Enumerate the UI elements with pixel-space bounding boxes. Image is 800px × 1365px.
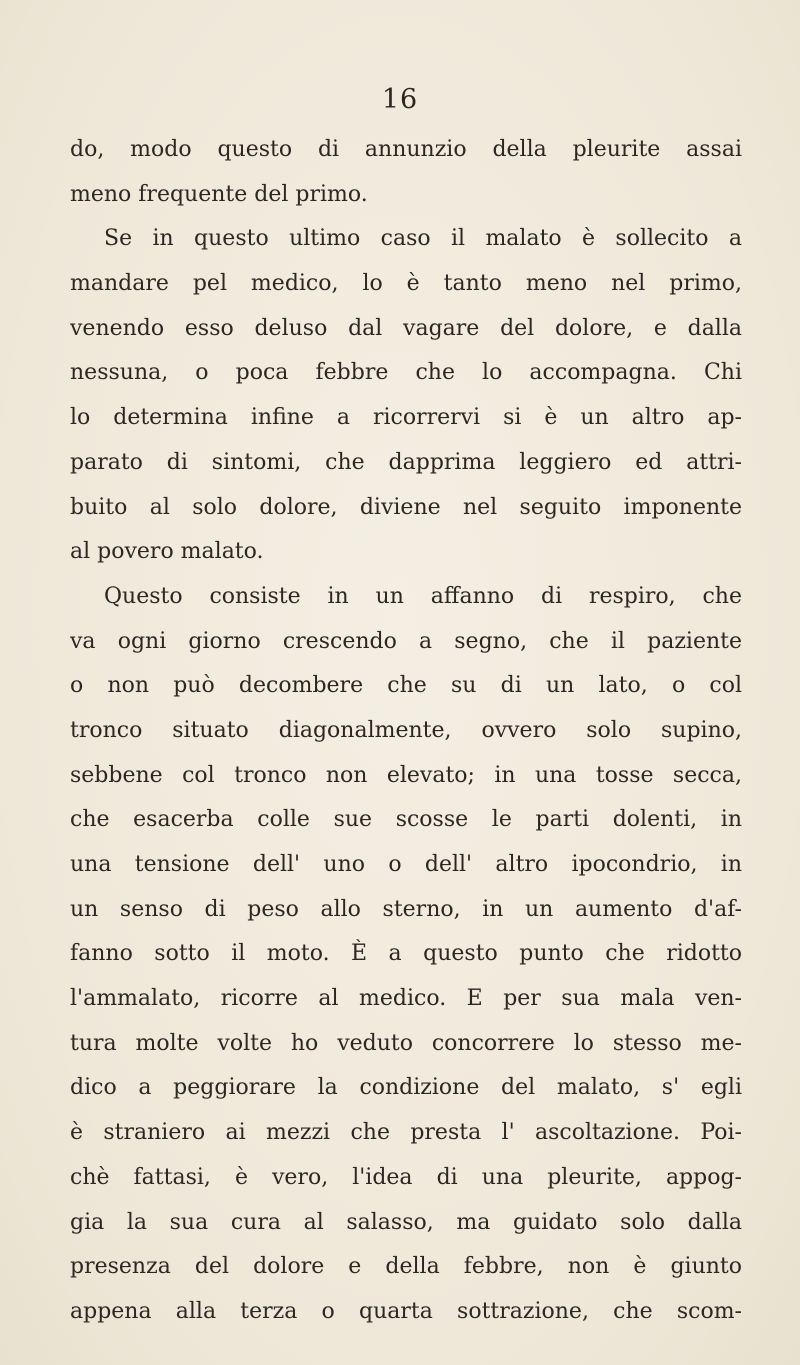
text-line: chè fattasi, è vero, l'idea di una pleurite, appog-: [70, 1164, 742, 1190]
text-line: Se in questo ultimo caso il malato è sollecito a: [104, 226, 742, 252]
text-line: nessuna, o poca febbre che lo accompagna. Chi: [70, 360, 742, 386]
text-line: tronco situato diagonalmente, ovvero solo supino,: [70, 717, 742, 743]
text-line: presenza del dolore e della febbre, non è giunto: [70, 1254, 742, 1280]
text-line: mandare pel medico, lo è tanto meno nel primo,: [70, 271, 742, 297]
text-line: venendo esso deluso dal vagare del dolore, e dalla: [70, 315, 742, 341]
text-line: che esacerba colle sue scosse le parti dolenti, in: [70, 807, 742, 833]
text-line: l'ammalato, ricorre al medico. E per sua mala ven-: [70, 986, 742, 1012]
text-line: lo determina infine a ricorrervi si è un altro ap-: [70, 405, 742, 431]
text-line: va ogni giorno crescendo a segno, che il paziente: [70, 628, 742, 654]
text-line: è straniero ai mezzi che presta l' ascoltazione. Poi-: [70, 1120, 742, 1146]
text-line: sebbene col tronco non elevato; in una tosse secca,: [70, 762, 742, 788]
text-line: buito al solo dolore, diviene nel seguito imponente: [70, 494, 742, 520]
text-line: gia la sua cura al salasso, ma guidato solo dalla: [70, 1209, 742, 1235]
text-line: Questo consiste in un affanno di respiro, che: [104, 583, 742, 609]
text-line: fanno sotto il moto. È a questo punto che ridotto: [70, 941, 742, 967]
text-line: o non può decombere che su di un lato, o col: [70, 673, 742, 699]
text-line: una tensione dell' uno o dell' altro ipocondrio, in: [70, 852, 742, 877]
body-text: [70, 128, 742, 1335]
text-line: tura molte volte ho veduto concorrere lo stesso me-: [70, 1030, 742, 1056]
text-line: do, modo questo di annunzio della pleurite assai: [70, 137, 742, 162]
text-line: appena alla terza o quarta sottrazione, che scom-: [70, 1298, 742, 1324]
text-line: parato di sintomi, che dapprima leggiero ed attri-: [70, 449, 742, 475]
text-line: dico a peggiorare la condizione del malato, s' egli: [70, 1075, 742, 1101]
text-line: un senso di peso allo sterno, in un aumento d'af-: [70, 896, 742, 922]
text-line: meno frequente del primo.: [70, 181, 368, 207]
text-line: al povero malato.: [70, 539, 264, 565]
page-number: 16: [381, 84, 419, 115]
